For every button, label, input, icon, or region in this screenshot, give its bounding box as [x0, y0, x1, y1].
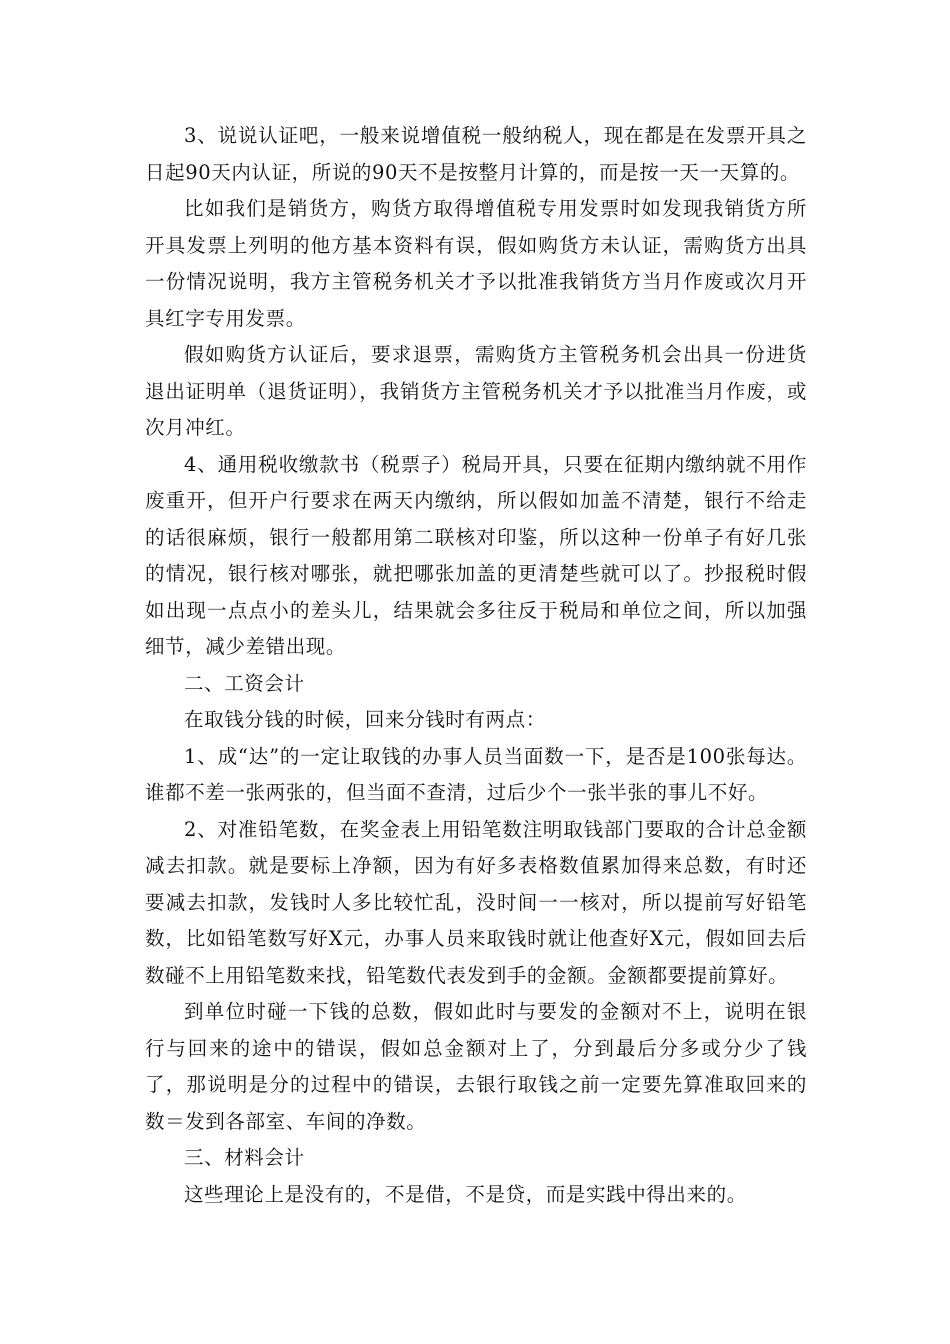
paragraph-return-certificate: 假如购货方认证后，要求退票，需购货方主管税务机会出具一份进货退出证明单（退货证明），我销货方主管税务机关才予以批准当月作废，或次月冲红。	[145, 343, 807, 439]
heading-materials-accounting: 三、材料会计	[184, 1146, 305, 1169]
paragraph-tax-payment-book: 4、通用税收缴款书（税票子）税局开具，只要在征期内缴纳就不用作废重开，但开户行要求在两天内缴纳，所以假如加盖不清楚，银行不给走的话很麻烦，银行一般都用第二联核对印鉴，所以这种一份单子有好几张的情况，银行核对哪张，就把哪张加盖的更清楚些就可以了。抄报税时假如出现一点点小的差头儿，结果就会多往反于税局和单位之间，所以加强细节，减少差错出现。	[145, 452, 807, 658]
paragraph-pencil-amount: 2、对准铅笔数，在奖金表上用铅笔数注明取钱部门要取的合计总金额减去扣款。就是要标上净额，因为有好多表格数值累加得来总数，有时还要减去扣款，发钱时人多比较忙乱，没时间一一核对，所以提前写好铅笔数，比如铅笔数写好X元，办事人员来取钱时就让他查好X元，假如回去后数碰不上用铅笔数来找，铅笔数代表发到手的金额。金额都要提前算好。	[145, 817, 807, 987]
paragraph-count-bundle: 1、成“达”的一定让取钱的办事人员当面数一下，是否是100张每达。谁都不差一张两张的，但当面不查清，过后少个一张半张的事儿不好。	[145, 744, 807, 804]
document-body	[145, 118, 807, 1213]
paragraph-seller-example: 比如我们是销货方，购货方取得增值税专用发票时如发现我销货方所开具发票上列明的他方基本资料有误，假如购货方未认证，需购货方出具一份情况说明，我方主管税务机关才予以批准我销货方当月作废或次月开具红字专用发票。	[145, 197, 807, 330]
paragraph-total-check: 到单位时碰一下钱的总数，假如此时与要发的金额对不上，说明在银行与回来的途中的错误，假如总金额对上了，分到最后分多或分少了钱了，那说明是分的过程中的错误，去银行取钱之前一定要先算准取回来的数＝发到各部室、车间的净数。	[145, 1000, 807, 1133]
heading-payroll-accounting: 二、工资会计	[184, 671, 305, 695]
paragraph-cash-distribution-intro: 在取钱分钱的时候，回来分钱时有两点：	[184, 708, 546, 731]
paragraph-vat-certification: 3、说说认证吧，一般来说增值税一般纳税人，现在都是在发票开具之日起90天内认证，所说的90天不是按整月计算的，而是按一天一天算的。	[145, 124, 807, 184]
paragraph-practice-note: 这些理论上是没有的，不是借，不是贷，而是实践中得出来的。	[184, 1182, 747, 1206]
